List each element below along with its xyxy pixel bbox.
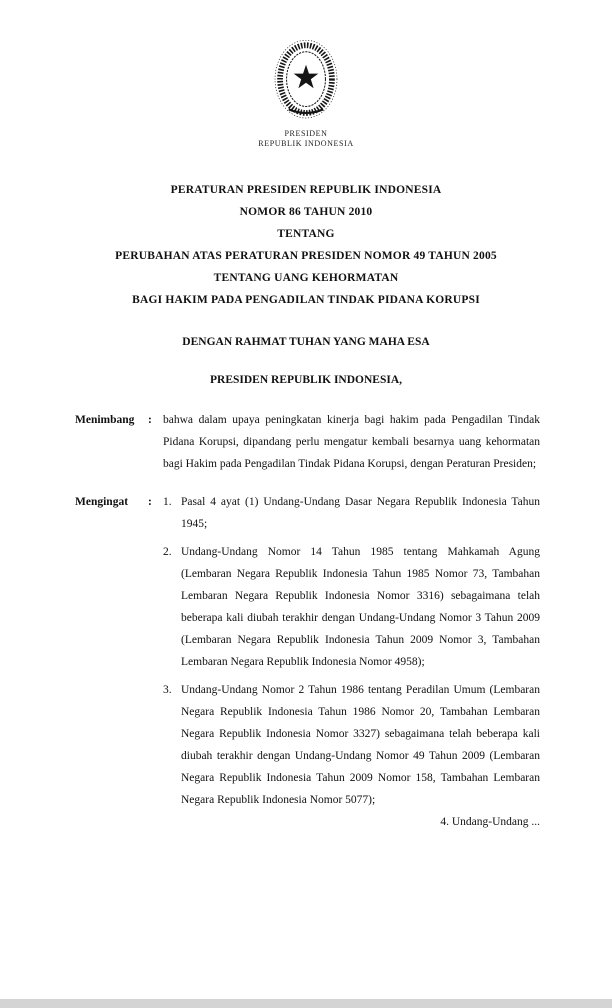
item-number: 3. — [163, 684, 172, 696]
title-line-4: PERUBAHAN ATAS PERATURAN PRESIDEN NOMOR 49 TAHUN 2005 — [115, 250, 497, 262]
catchword: 4. Undang-Undang ... — [440, 816, 540, 828]
mengingat-section — [75, 491, 540, 811]
title-line-6: BAGI HAKIM PADA PENGADILAN TINDAK PIDANA KORUPSI — [132, 294, 480, 306]
title-line-5: TENTANG UANG KEHORMATAN — [213, 272, 399, 284]
mengingat-label: Mengingat — [75, 496, 129, 508]
title-line-3: TENTANG — [277, 228, 335, 240]
star-icon — [294, 65, 319, 88]
list-item — [163, 491, 540, 535]
document-body — [0, 409, 612, 811]
menimbang-separator: : — [148, 414, 152, 426]
menimbang-section — [75, 409, 540, 475]
item-text: Undang-Undang Nomor 2 Tahun 1986 tentang Peradilan Umum (Lembaran Negara Republik Indonesia Tahun 1986 Nomor 20, Tambahan Lembaran Negara Republik Indonesia Nomor 3327) sebagaimana telah beberapa kali diubah terakhir dengan Undang-Undang Nomor 49 Tahun 2009 (Lembaran Negara Republik Indonesia Tahun 2009 Nomor 158, Tambahan Lembaran Negara Republik Indonesia Nomor 5077); — [181, 684, 540, 806]
presidential-emblem-icon — [270, 40, 342, 124]
letterhead-line-presiden: PRESIDEN — [284, 129, 328, 138]
menimbang-label: Menimbang — [75, 414, 135, 426]
letterhead — [0, 0, 612, 149]
item-text: Undang-Undang Nomor 14 Tahun 1985 tentang Mahkamah Agung (Lembaran Negara Republik Indonesia Tahun 1985 Nomor 73, Tambahan Lembaran Negara Republik Indonesia Nomor 3316) sebagaimana telah beberapa kali diubah terakhir dengan Undang-Undang Nomor 3 Tahun 2009 (Lembaran Negara Republik Indonesia Tahun 2009 Nomor 3, Tambahan Lembaran Negara Republik Indonesia Nomor 4958); — [181, 546, 540, 668]
page-bottom-edge — [0, 999, 612, 1008]
title-line-2: NOMOR 86 TAHUN 2010 — [239, 206, 373, 218]
item-text: Pasal 4 ayat (1) Undang-Undang Dasar Negara Republik Indonesia Tahun 1945; — [181, 496, 540, 530]
list-item — [163, 541, 540, 673]
letterhead-line-republik: REPUBLIK INDONESIA — [258, 139, 354, 148]
mengingat-content — [163, 491, 540, 811]
invocation-line: DENGAN RAHMAT TUHAN YANG MAHA ESA — [182, 336, 430, 348]
item-number: 1. — [163, 496, 172, 508]
menimbang-content — [163, 409, 540, 475]
menimbang-text: bahwa dalam upaya peningkatan kinerja bagi hakim pada Pengadilan Tindak Pidana Korupsi, dipandang perlu mengatur kembali besarnya uang kehormatan bagi Hakim pada Pengadilan Tindak Pidana Korupsi, dengan Peraturan Presiden; — [163, 414, 540, 470]
item-number: 2. — [163, 546, 172, 558]
list-item — [163, 679, 540, 811]
title-line-1: PERATURAN PRESIDEN REPUBLIK INDONESIA — [170, 184, 442, 196]
letterhead-text — [0, 129, 612, 149]
regulation-title — [0, 179, 612, 311]
mengingat-separator: : — [148, 496, 152, 508]
authority-line: PRESIDEN REPUBLIK INDONESIA, — [209, 374, 403, 386]
